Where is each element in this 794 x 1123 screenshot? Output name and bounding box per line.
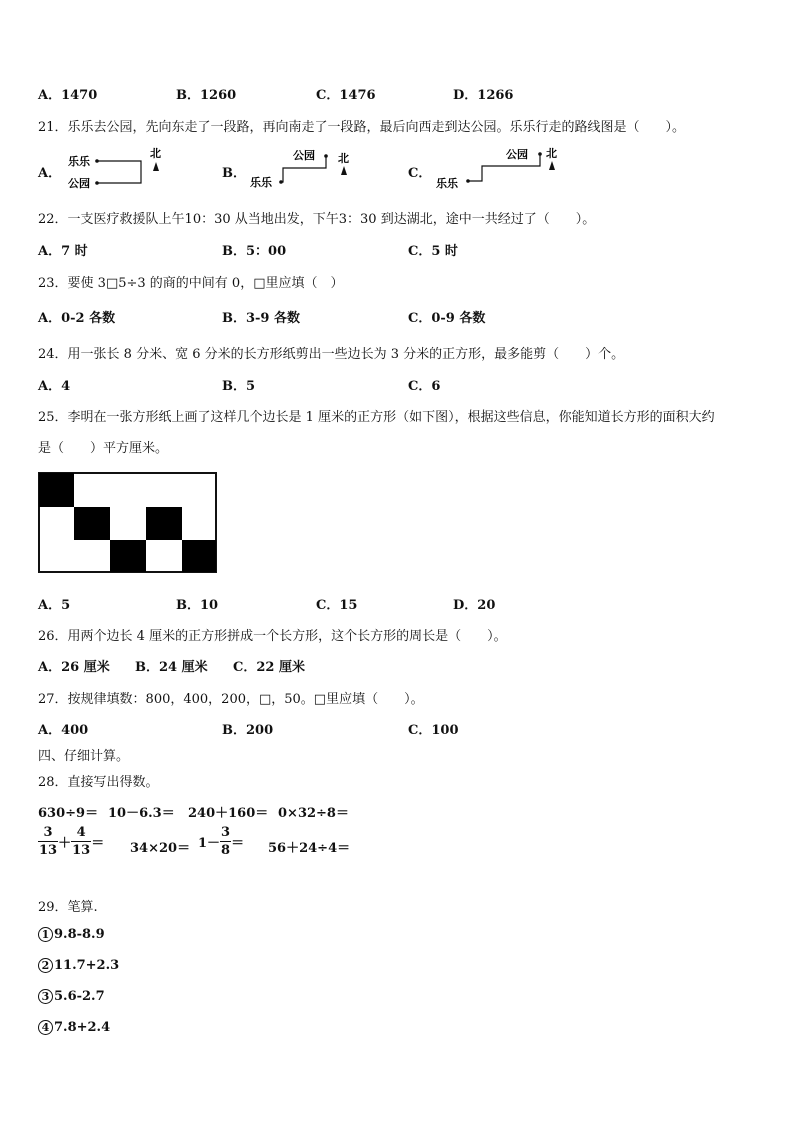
black-square: [110, 540, 146, 572]
q26-option-b: B．24 厘米: [135, 660, 208, 675]
park-label: 公园: [506, 148, 528, 161]
q21-label-b: B．: [222, 166, 246, 181]
rectangle-squares-figure: [38, 472, 218, 574]
north-arrow-icon: [153, 162, 159, 171]
q23-option-c: C．0-9 各数: [408, 311, 486, 326]
route-path: [98, 161, 141, 183]
q21-text: 21．乐乐去公园，先向东走了一段路，再向南走了一段路，最后向西走到达公园。乐乐行走的路线图是（ ）。: [38, 120, 686, 135]
q20-option-c: C．1476: [316, 88, 376, 103]
q27-option-a: A．400: [38, 723, 89, 738]
end-dot: [95, 181, 99, 185]
end-dot: [324, 154, 328, 158]
black-square: [182, 540, 216, 572]
q24-option-b: B．5: [222, 379, 256, 394]
black-square: [39, 473, 74, 507]
fraction-minus-item: 1－ $\frac{3}{8}$ ＝: [198, 825, 245, 858]
route-diagram-b: [248, 144, 358, 194]
fraction: $\frac{3}{13}$: [39, 825, 58, 858]
lele-label: 乐乐: [436, 177, 458, 190]
q26-text: 26．用两个边长 4 厘米的正方形拼成一个长方形，这个长方形的周长是（ ）。: [38, 629, 507, 644]
north-label: 北: [150, 147, 161, 160]
route-diagram-c: [432, 140, 572, 194]
lele-label: 乐乐: [250, 176, 272, 189]
start-dot: [279, 180, 283, 184]
written-calc-item: 2 11.7+2.3: [38, 958, 119, 973]
q21-label-c: C．: [408, 166, 432, 181]
section-heading: 四、仔细计算。: [38, 749, 130, 764]
q27-text: 27．按规律填数：800，400，200，□，50。□里应填（ ）。: [38, 692, 424, 707]
circled-number: 4: [38, 1020, 53, 1035]
calc-item: 0×32÷8＝: [278, 806, 349, 821]
north-label: 北: [546, 147, 557, 160]
q26-option-c: C．22 厘米: [233, 660, 305, 675]
q27-option-b: B．200: [222, 723, 274, 738]
circled-number: 3: [38, 989, 53, 1004]
written-calc-item: 4 7.8+2.4: [38, 1020, 110, 1035]
fraction-sum-item: $\frac{3}{13}$ ＋ $\frac{4}{13}$ ＝: [39, 825, 105, 858]
calc-item: 34×20＝: [130, 841, 191, 856]
q21-label-a: A．: [38, 166, 62, 181]
lele-label: 乐乐: [68, 155, 90, 168]
q20-option-d: D．1266: [453, 88, 514, 103]
q23-text: 23．要使 3□5÷3 的商的中间有 0，□里应填（ ）: [38, 276, 344, 291]
start-dot: [466, 179, 470, 183]
q25-option-a: A．5: [38, 598, 71, 613]
q20-option-b: B．1260: [176, 88, 237, 103]
calc-item: 10－6.3＝: [108, 806, 175, 821]
q22-option-c: C．5 时: [408, 244, 458, 259]
q29-text: 29．笔算.: [38, 900, 98, 915]
calc-item: 56＋24÷4＝: [268, 841, 351, 856]
north-label: 北: [338, 152, 349, 165]
end-dot: [538, 152, 542, 156]
north-arrow-icon: [341, 166, 347, 175]
north-arrow-icon: [549, 161, 555, 170]
park-label: 公园: [293, 149, 315, 162]
q27-option-c: C．100: [408, 723, 459, 738]
q25-option-d: D．20: [453, 598, 496, 613]
q22-option-b: B．5：00: [222, 244, 287, 259]
calc-item: 240＋160＝: [188, 806, 269, 821]
q24-option-c: C．6: [408, 379, 441, 394]
circled-number: 2: [38, 958, 53, 973]
written-calc-item: 1 9.8-8.9: [38, 927, 105, 942]
route-path: [468, 154, 540, 181]
q23-option-a: A．0-2 各数: [38, 311, 116, 326]
calc-item: 630÷9＝: [38, 806, 99, 821]
q25-text-line1: 25．李明在一张方形纸上画了这样几个边长是 1 厘米的正方形（如下图），根据这些信息，你能知道长方形的面积大约: [38, 410, 715, 425]
q22-text: 22．一支医疗救援队上午10：30 从当地出发，下午3：30 到达湖北，途中一共经过了（ ）。: [38, 212, 596, 227]
written-calc-item: 3 5.6-2.7: [38, 989, 105, 1004]
q23-option-b: B．3-9 各数: [222, 311, 301, 326]
q28-text: 28．直接写出得数。: [38, 775, 159, 790]
q26-option-a: A．26 厘米: [38, 660, 110, 675]
circled-number: 1: [38, 927, 53, 942]
route-diagram-a: [66, 144, 176, 194]
fraction: $\frac{3}{8}$: [221, 825, 231, 858]
q25-text-line2: 是（ ）平方厘米。: [38, 441, 169, 456]
black-square: [146, 507, 182, 540]
q20-option-a: A．1470: [38, 88, 98, 103]
q24-text: 24．用一张长 8 分米、宽 6 分米的长方形纸剪出一些边长为 3 分米的正方形，最多能剪（ ）个。: [38, 347, 625, 362]
park-label: 公园: [68, 177, 90, 190]
fraction: $\frac{4}{13}$: [72, 825, 91, 858]
q25-option-b: B．10: [176, 598, 219, 613]
q22-option-a: A．7 时: [38, 244, 88, 259]
q24-option-a: A．4: [38, 379, 71, 394]
start-dot: [95, 159, 99, 163]
black-square: [74, 507, 110, 540]
q25-option-c: C．15: [316, 598, 358, 613]
